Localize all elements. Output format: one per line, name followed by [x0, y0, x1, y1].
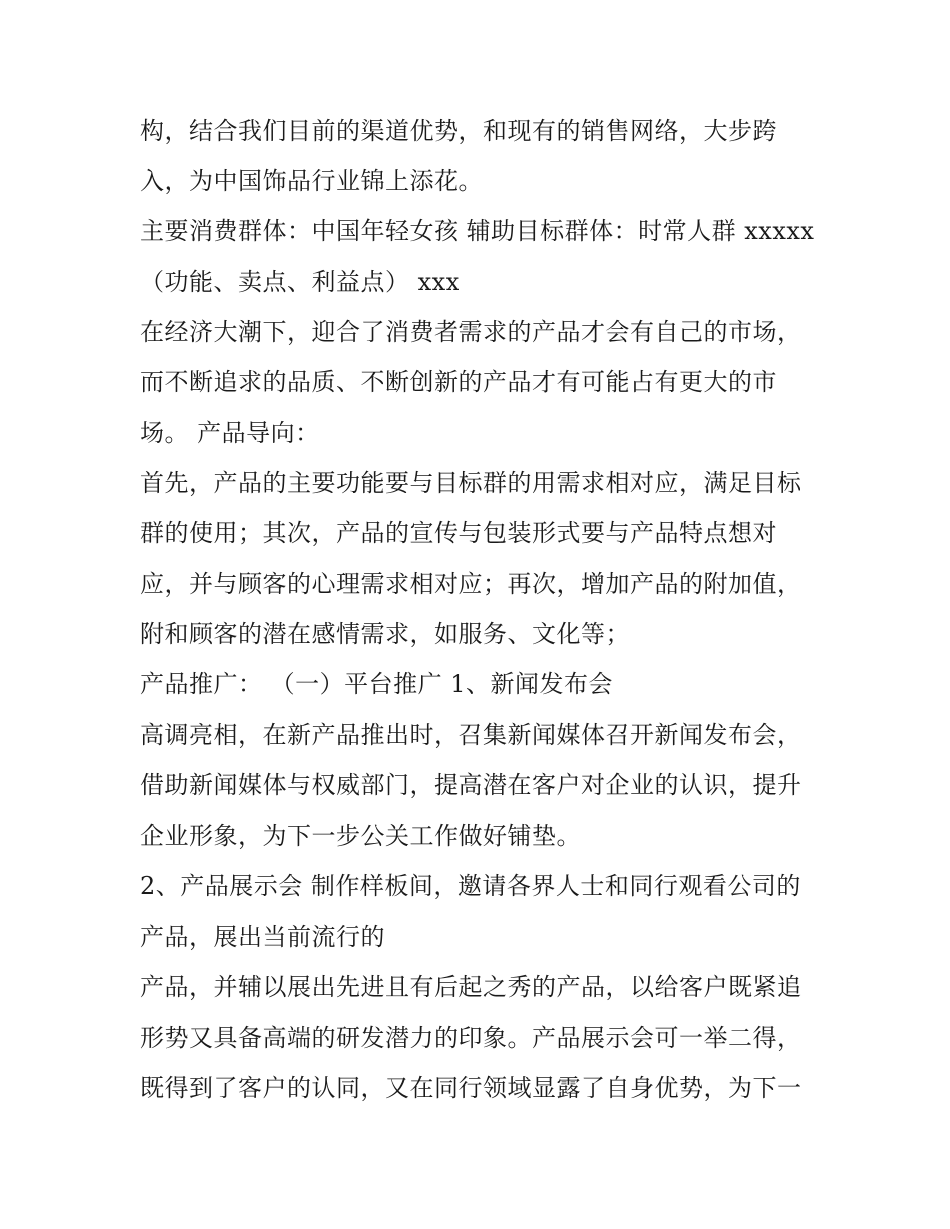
text-line: 既得到了客户的认同，又在同行领域显露了自身优势，为下一 — [140, 1074, 802, 1102]
text-line: 而不断追求的品质、不断创新的产品才有可能占有更大的市 — [140, 368, 777, 396]
text-line: 产品推广： （一）平台推广 1、新闻发布会 — [140, 670, 614, 698]
text-line: 2、产品展示会 制作样板间，邀请各界人士和同行观看公司的 — [140, 872, 801, 900]
text-line: 在经济大潮下，迎合了消费者需求的产品才会有自己的市场， — [140, 318, 802, 346]
text-line: 首先，产品的主要功能要与目标群的用需求相对应，满足目标 — [140, 469, 802, 497]
text-line: 产品，展出当前流行的 — [140, 923, 385, 951]
text-line: 高调亮相，在新产品推出时，召集新闻媒体召开新闻发布会， — [140, 721, 802, 749]
text-line: 形势又具备高端的研发潜力的印象。产品展示会可一举二得， — [140, 1024, 802, 1052]
text-line: 产品，并辅以展出先进且有后起之秀的产品，以给客户既紧追 — [140, 973, 802, 1001]
text-line: 入，为中国饰品行业锦上添花。 — [140, 167, 483, 195]
text-line: 应，并与顾客的心理需求相对应；再次，增加产品的附加值， — [140, 570, 802, 598]
text-line: 附和顾客的潜在感情需求，如服务、文化等； — [140, 620, 630, 648]
text-line: 借助新闻媒体与权威部门，提高潜在客户对企业的认识，提升 — [140, 771, 802, 799]
text-line: 场。 产品导向： — [140, 419, 320, 447]
text-line: 构，结合我们目前的渠道优势，和现有的销售网络，大步跨 — [140, 117, 777, 145]
text-line: 主要消费群体：中国年轻女孩 辅助目标群体：时常人群 xxxxx — [140, 217, 815, 245]
text-line: 企业形象，为下一步公关工作做好铺垫。 — [140, 822, 581, 850]
text-line: 群的使用；其次，产品的宣传与包装形式要与产品特点想对 — [140, 519, 777, 547]
text-line: （功能、卖点、利益点） xxx — [140, 268, 460, 296]
